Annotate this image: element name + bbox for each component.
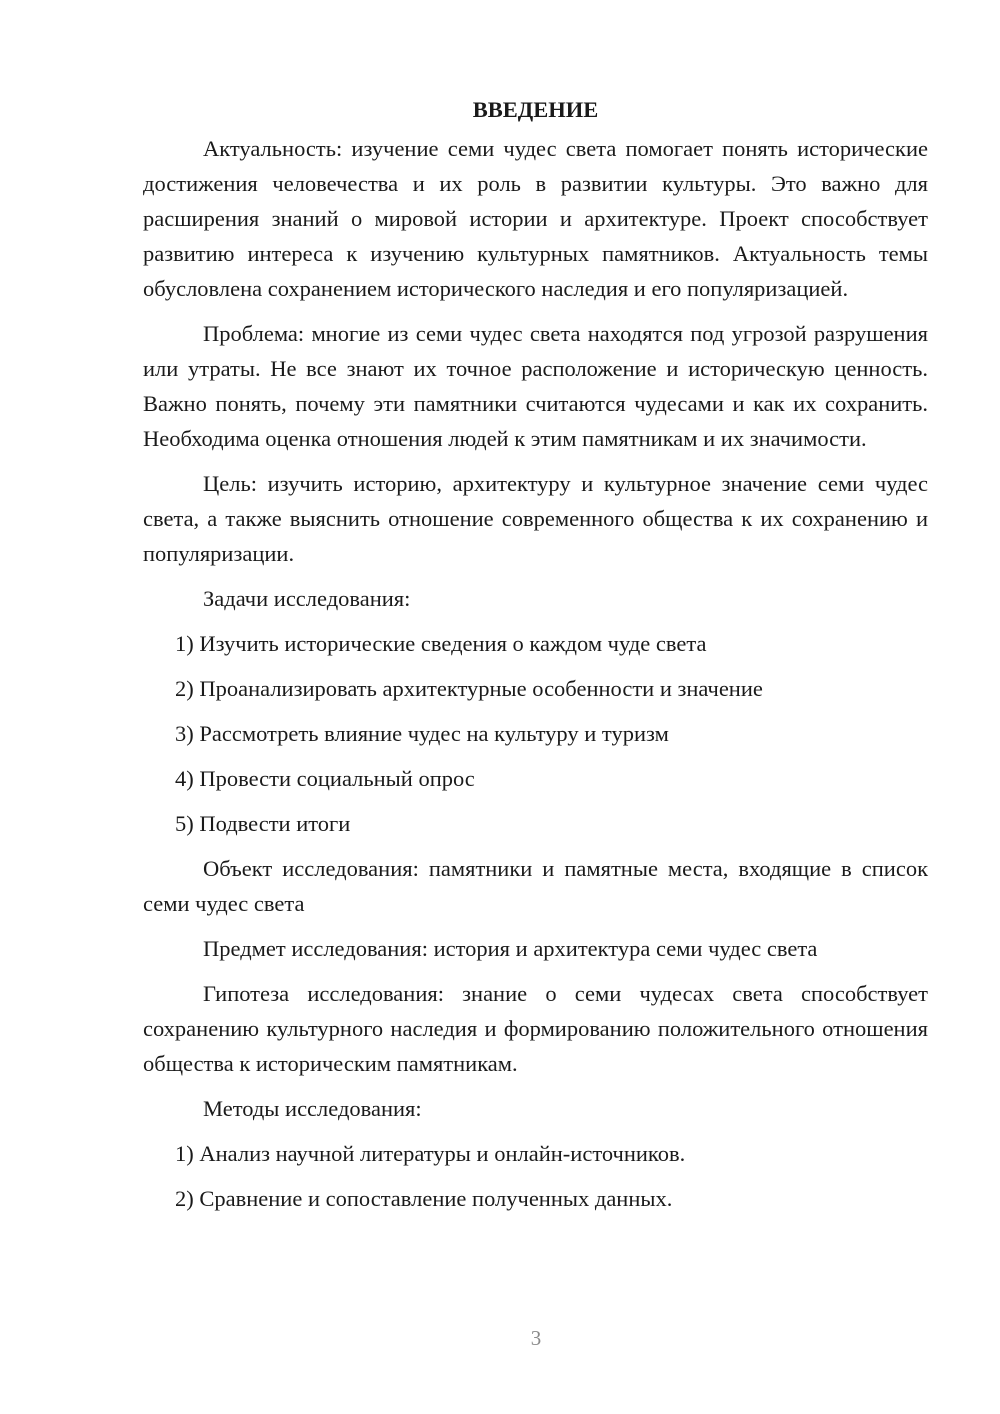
- methods-heading: Методы исследования:: [203, 1096, 422, 1121]
- problem-paragraph: Проблема: многие из семи чудес света находятся под угрозой разрушения или утраты. Не все знают их точное расположение и историческую ценность. Важно понять, почему эти памятники считаются чудесами и как их сохранить. Необходима оценка отношения людей к этим памятникам и их значимости.: [143, 321, 928, 451]
- task-item: 1) Изучить исторические сведения о каждом чуде света: [175, 631, 707, 656]
- method-item: 2) Сравнение и сопоставление полученных данных.: [175, 1186, 673, 1211]
- page-number: 3: [530, 1326, 542, 1350]
- method-item: 1) Анализ научной литературы и онлайн-источников.: [175, 1141, 686, 1166]
- hypothesis-paragraph: Гипотеза исследования: знание о семи чудесах света способствует сохранению культурного наследия и формированию положительного отношения общества к историческим памятникам.: [143, 981, 928, 1076]
- page-content: [143, 92, 928, 1226]
- task-item: 2) Проанализировать архитектурные особенности и значение: [175, 676, 763, 701]
- goal-paragraph: Цель: изучить историю, архитектуру и культурное значение семи чудес света, а также выяснить отношение современного общества к их сохранению и популяризации.: [143, 471, 928, 566]
- task-item: 4) Провести социальный опрос: [175, 766, 475, 791]
- page-title: ВВЕДЕНИЕ: [472, 97, 599, 122]
- task-item: 3) Рассмотреть влияние чудес на культуру и туризм: [175, 721, 669, 746]
- tasks-heading: Задачи исследования:: [203, 586, 411, 611]
- subject-paragraph: Предмет исследования: история и архитектура семи чудес света: [203, 936, 818, 961]
- task-item: 5) Подвести итоги: [175, 811, 351, 836]
- object-paragraph: Объект исследования: памятники и памятные места, входящие в список семи чудес света: [143, 856, 928, 916]
- relevance-paragraph: Актуальность: изучение семи чудес света помогает понять исторические достижения человечества и их роль в развитии культуры. Это важно для расширения знаний о мировой истории и архитектуре. Проект способствует развитию интереса к изучению культурных памятников. Актуальность темы обусловлена сохранением исторического наследия и его популяризацией.: [143, 136, 928, 301]
